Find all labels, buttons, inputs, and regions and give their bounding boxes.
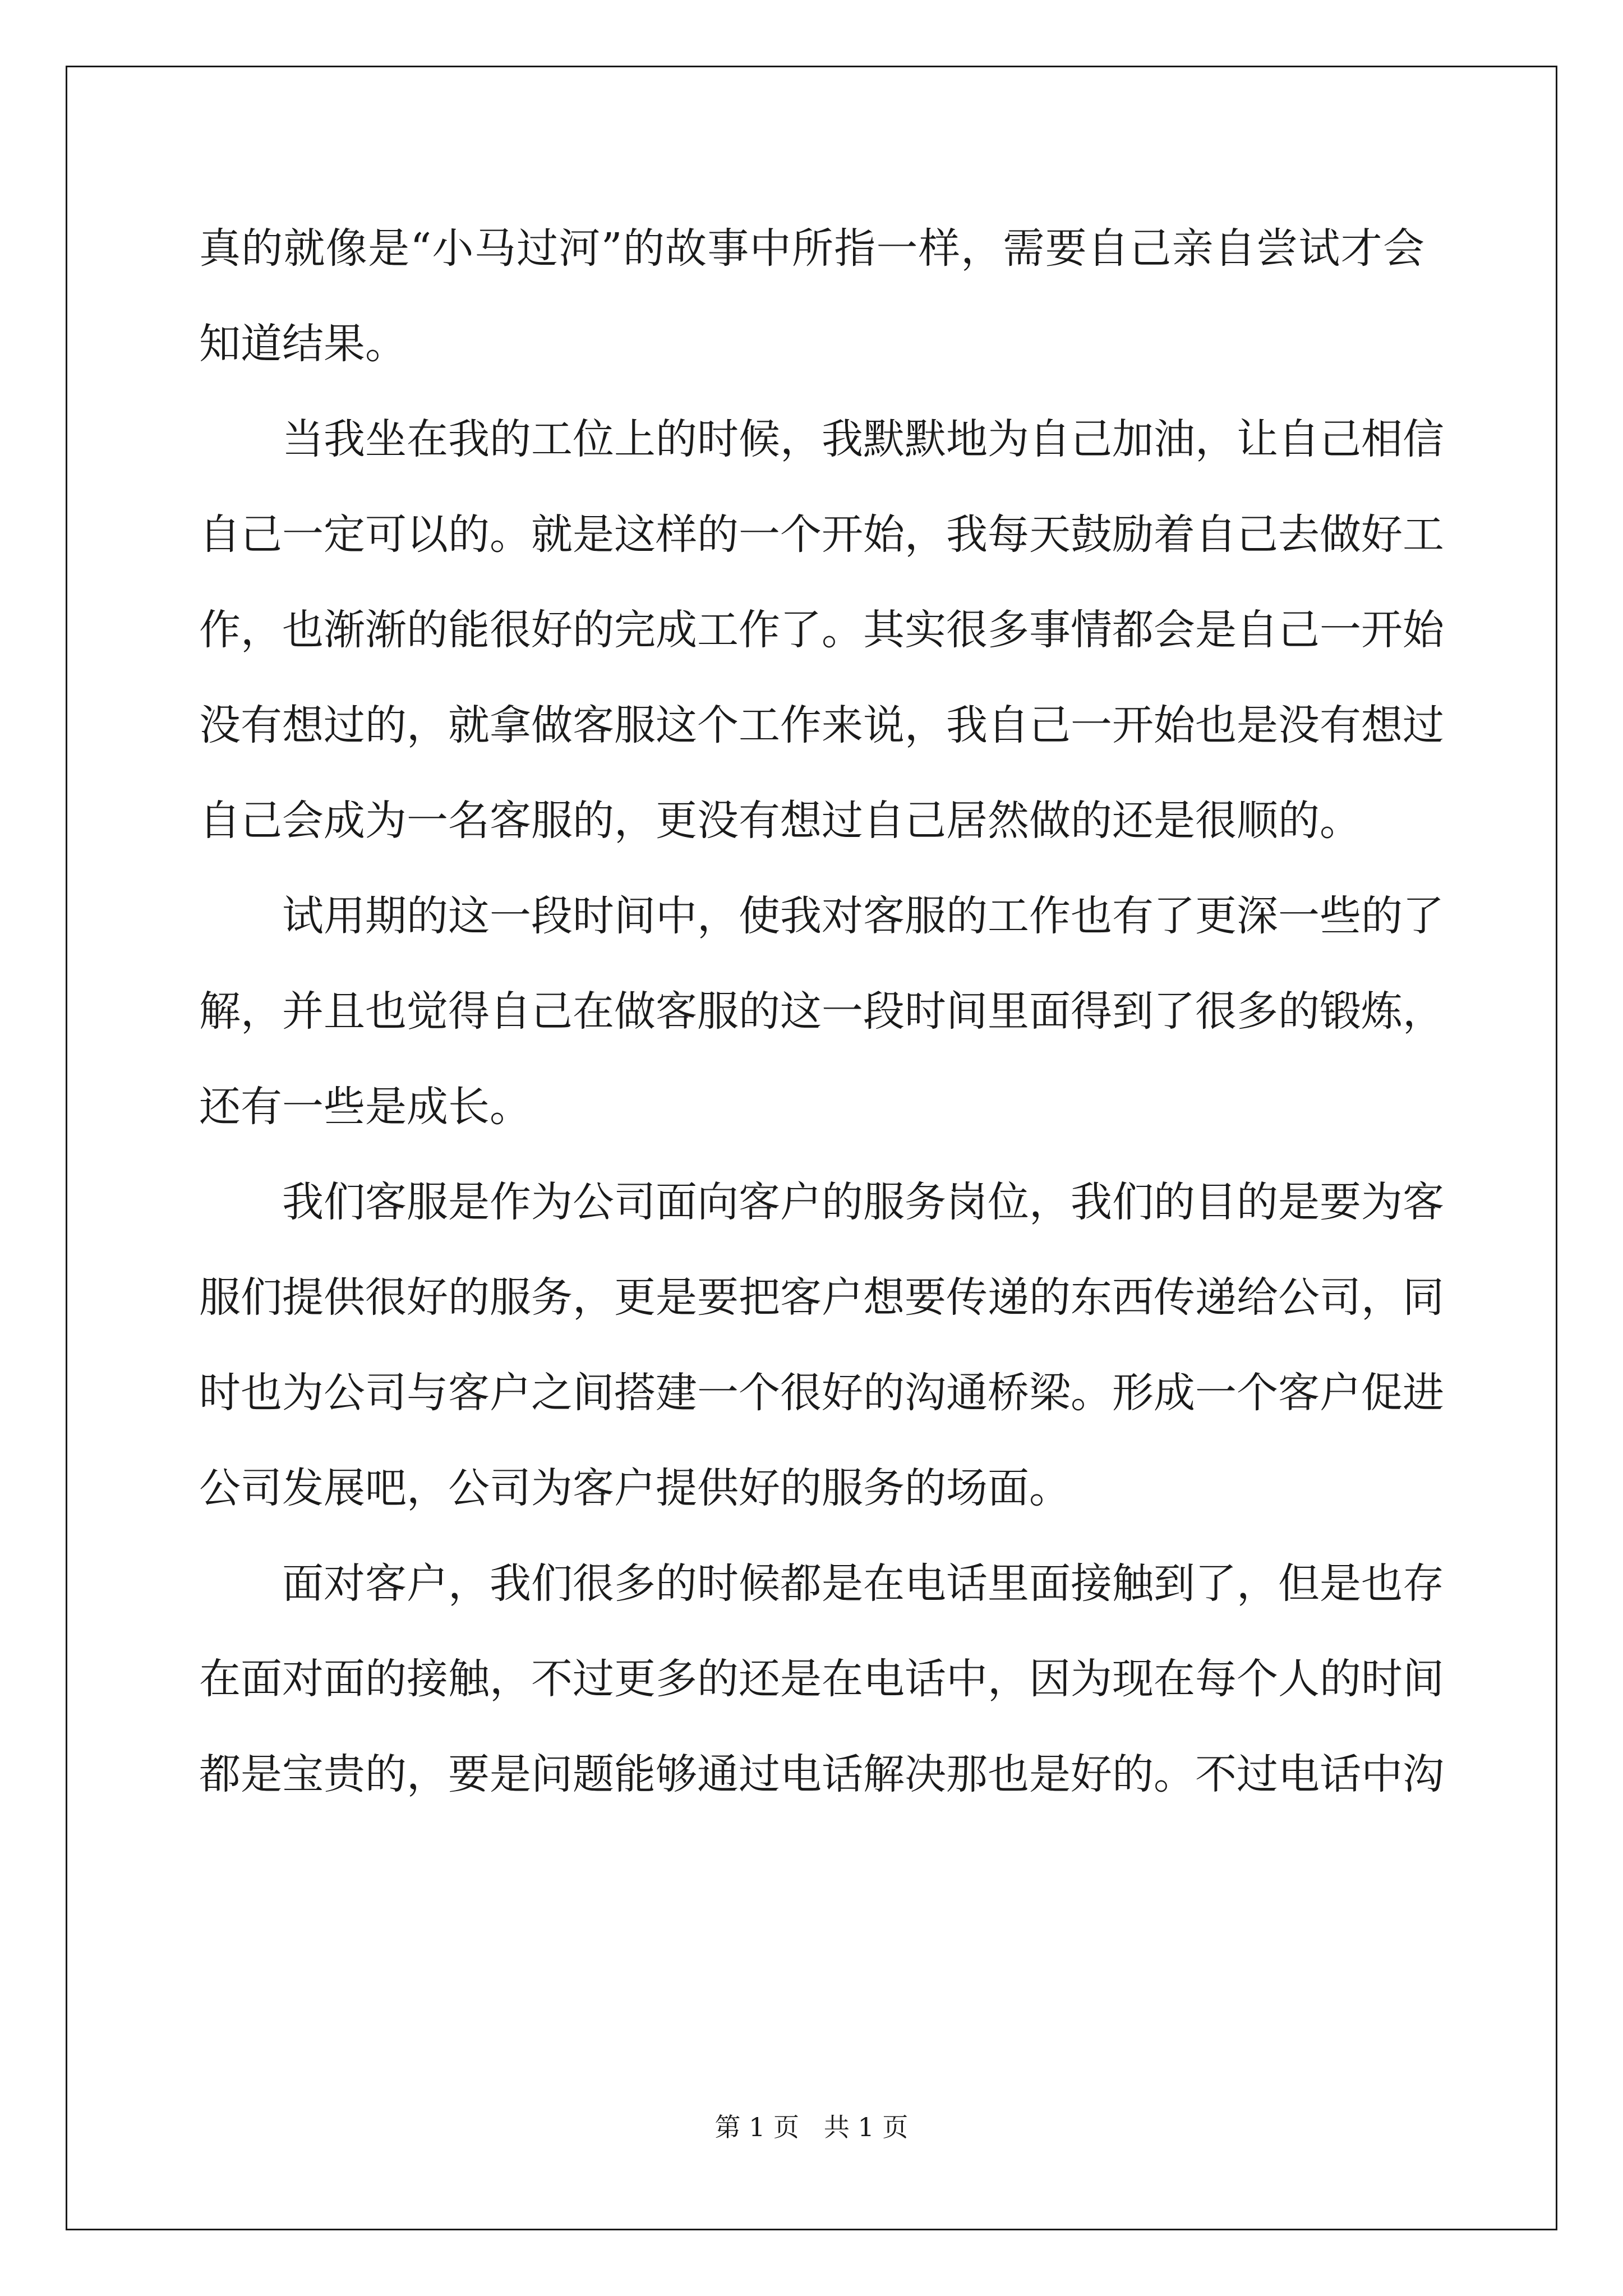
text-line: 当我坐在我的工位上的时候，我默默地为自己加油，让自己相信	[282, 415, 1444, 463]
text-line: 试用期的这一段时间中，使我对客服的工作也有了更深一些的了	[282, 892, 1444, 940]
text-line: 面对客户，我们很多的时候都是在电话里面接触到了，但是也存	[282, 1559, 1444, 1608]
text-line: 解，并且也觉得自己在做客服的这一段时间里面得到了很多的锻炼，	[199, 987, 1444, 1036]
text-line: 没有想过的，就拿做客服这个工作来说，我自己一开始也是没有想过	[199, 701, 1444, 749]
page-footer: 第 1 页 共 1 页	[714, 2112, 909, 2142]
text-line: 自己会成为一名客服的，更没有想过自己居然做的还是很顺的。	[199, 797, 1361, 845]
text-line: 我们客服是作为公司面向客户的服务岗位，我们的目的是要为客	[282, 1178, 1444, 1226]
text-line: 还有一些是成长。	[199, 1083, 531, 1131]
text-line: 在面对面的接触，不过更多的还是在电话中，因为现在每个人的时间	[199, 1655, 1444, 1703]
document-body	[199, 215, 1444, 1836]
text-line: 时也为公司与客户之间搭建一个很好的沟通桥梁。形成一个客户促进	[199, 1369, 1444, 1417]
text-line: 都是宝贵的，要是问题能够通过电话解决那也是好的。不过电话中沟	[199, 1750, 1444, 1798]
text-line: 知道结果。	[199, 320, 407, 368]
text-line: 作，也渐渐的能很好的完成工作了。其实很多事情都会是自己一开始	[199, 606, 1444, 654]
text-line: 服们提供很好的服务，更是要把客户想要传递的东西传递给公司，同	[199, 1273, 1444, 1322]
text-line: 公司发展吧，公司为客户提供好的服务的场面。	[199, 1464, 1071, 1512]
text-line: 自己一定可以的。就是这样的一个开始，我每天鼓励着自己去做好工	[199, 510, 1444, 559]
text-line: 真的就像是“小马过河”的故事中所指一样，需要自己亲自尝试才会	[199, 224, 1424, 273]
